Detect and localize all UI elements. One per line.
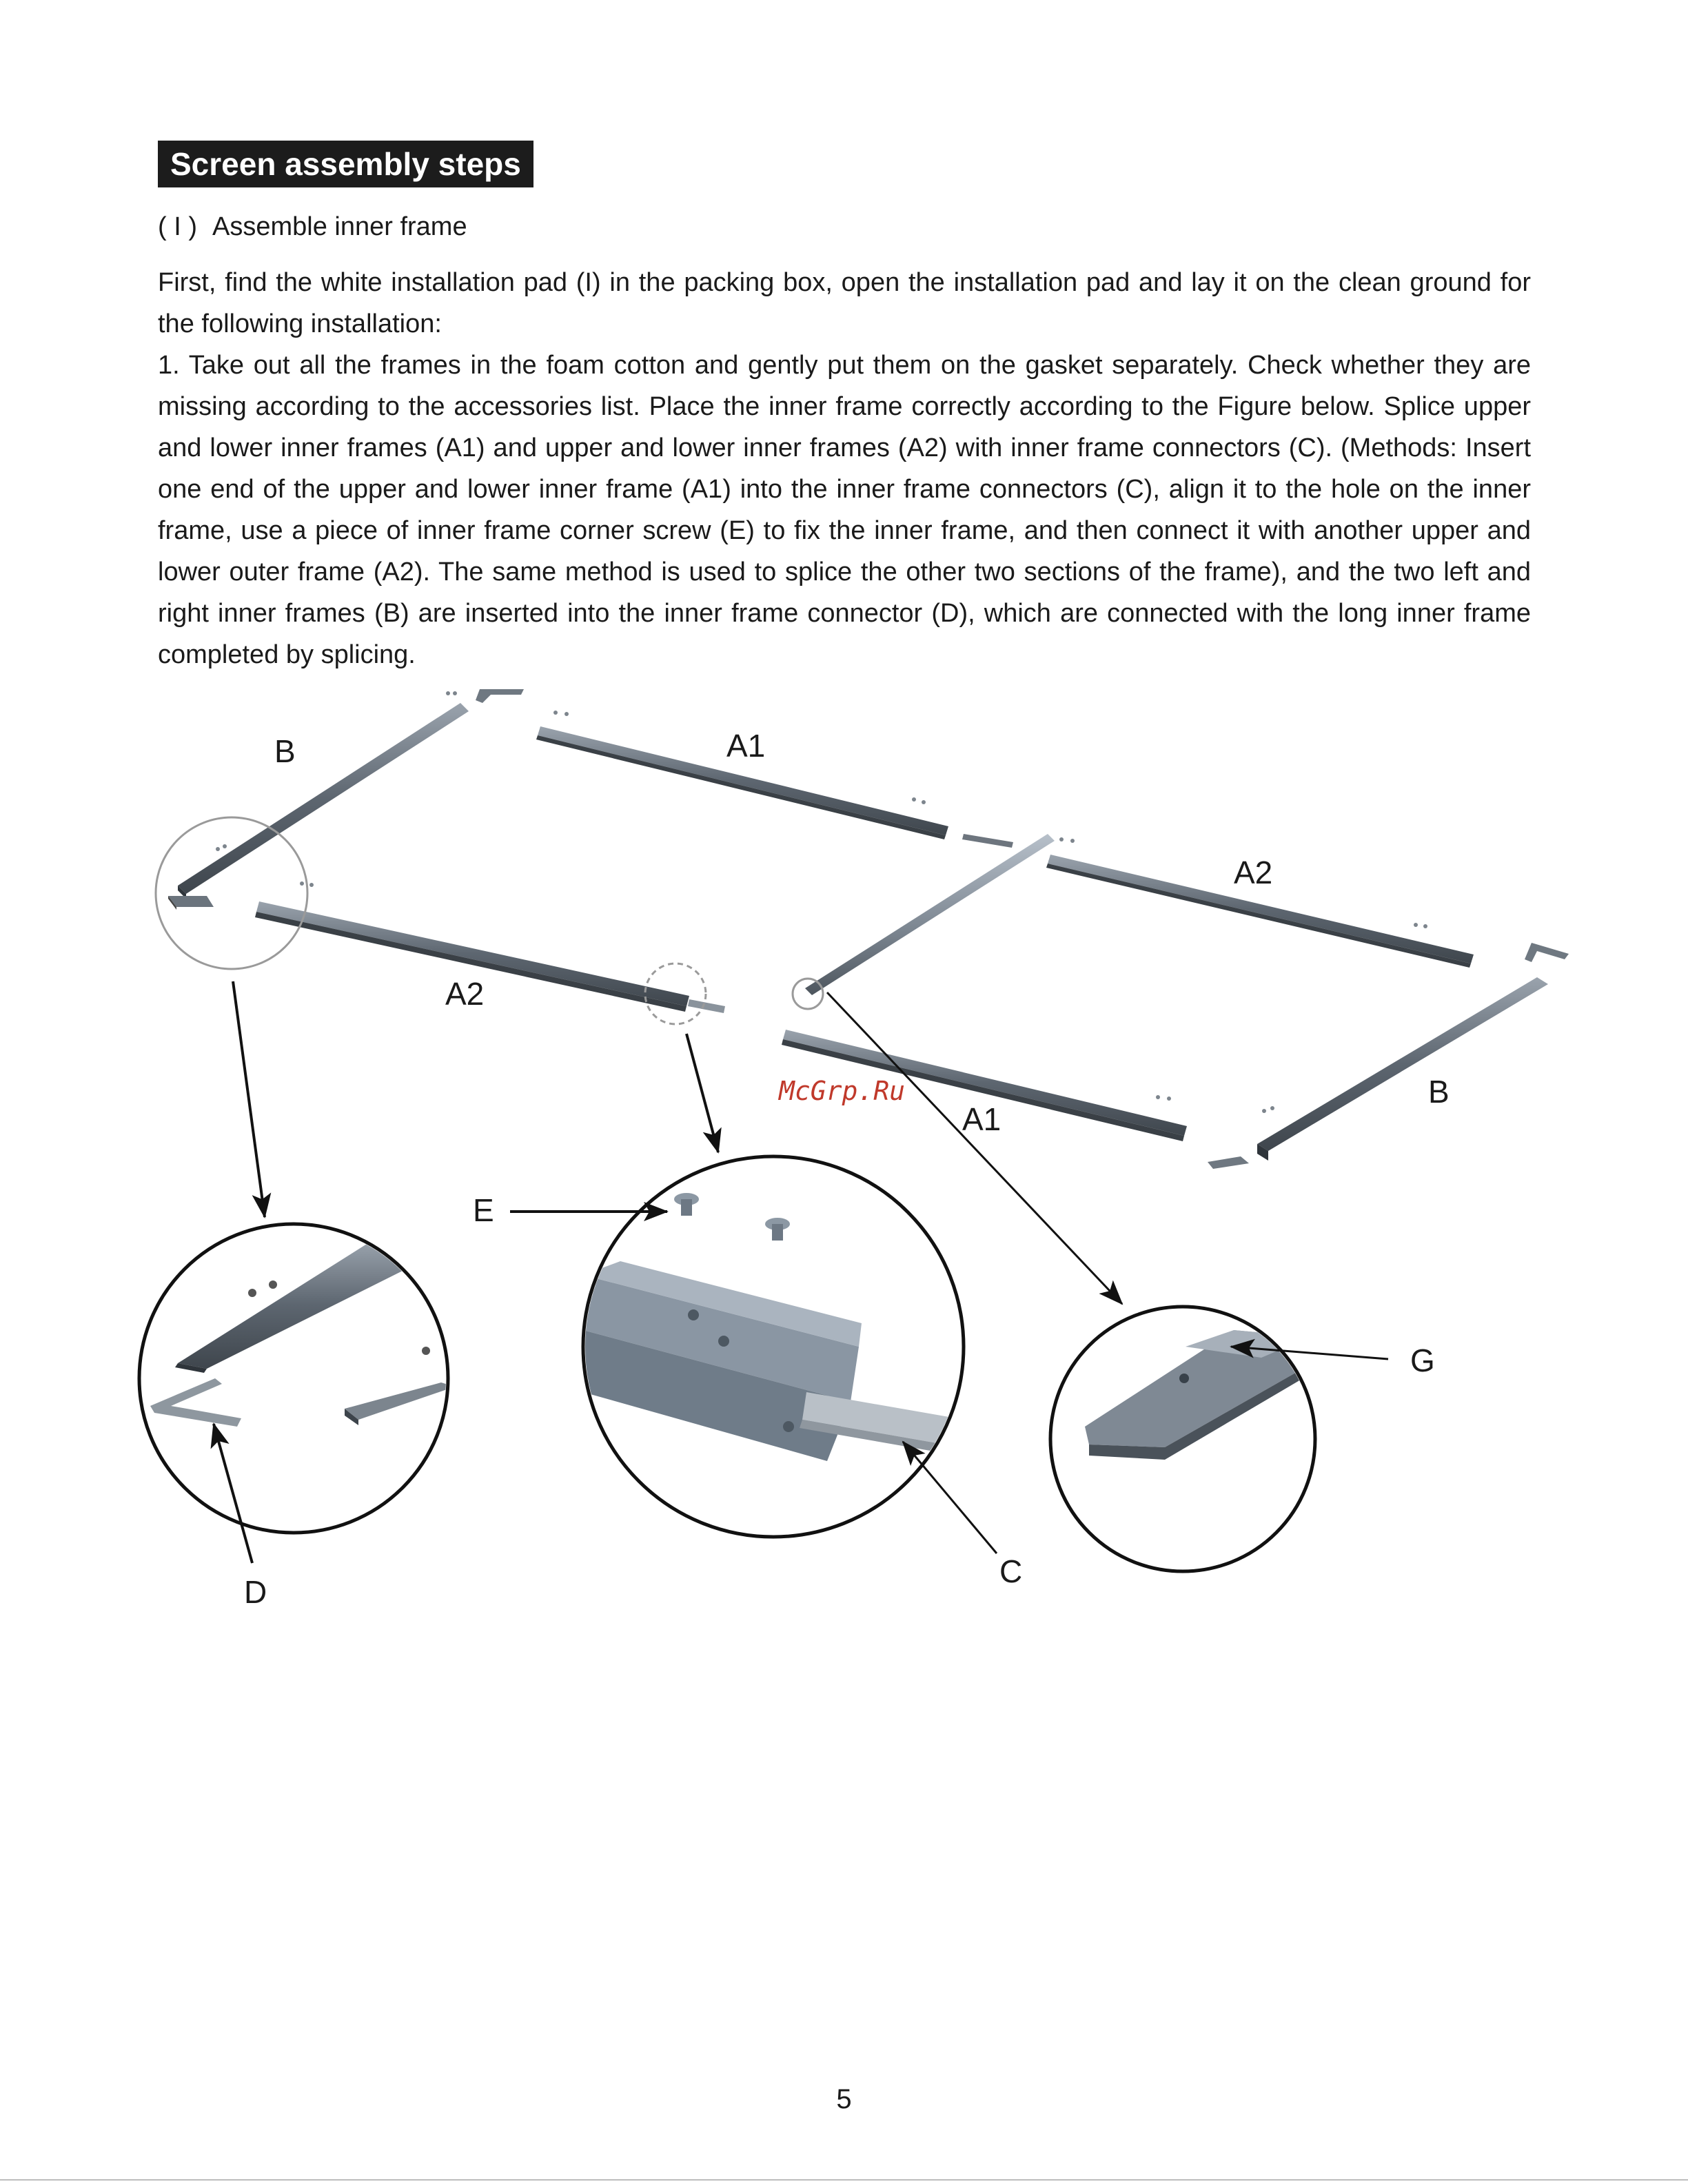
label-d: D [244,1574,267,1610]
connector-top-middle [962,834,1013,848]
detail-marker-left [156,817,307,969]
corner-connector-top-left [476,689,524,703]
frame-a1-middle [805,834,1055,995]
watermark: McGrp.Ru [779,1076,906,1106]
page-bottom-rule [0,2179,1688,2181]
frame-a2-left [255,901,725,1013]
label-a1-bottom: A1 [962,1101,1001,1137]
label-a2-left: A2 [445,976,485,1012]
label-b-right: B [1428,1074,1450,1110]
subsection-text: Assemble inner frame [212,212,467,241]
label-a1-top: A1 [726,728,766,764]
frame-b-right [1257,977,1548,1161]
label-c: C [999,1553,1023,1589]
paragraph-intro: First, find the white installation pad (I) in the packing box, open the installation pad and lay it on the clean ground for the following installation: [158,268,1531,338]
label-b-left: B [274,733,296,769]
subsection-number: ( I ) [158,212,197,241]
label-e: E [473,1192,494,1228]
frame-assembly-diagram [0,662,1688,1640]
label-a2-right: A2 [1234,855,1273,890]
pointer-arrow-c [903,1442,997,1553]
instructions-text [158,262,1531,675]
corner-connector-top-right [1525,943,1569,962]
pointer-arrow-d [233,981,265,1217]
subsection-title [158,212,467,242]
detail-circle-g [1050,1307,1315,1571]
paragraph-step-1: 1. Take out all the frames in the foam cotton and gently put them on the gasket separately. Check whether they are missing according to the accessories list. Place the inner frame correctly according to the Figure below. Splice upper and lower inner frames (A1) and upper and lower inner frames (A2) with inner frame connectors (C). (Methods: Insert one end of the upper and lower inner frame (A1) into the inner frame connectors (C), align it to the hole on the inner frame, use a piece of inner frame corner screw (E) to fix the inner frame, and then connect it with another upper and lower outer frame (A2). The same method is used to splice the other two sections of the frame), and the two left and right inner frames (B) are inserted into the inner frame connector (D), which are connected with the long inner frame completed by splicing. [158,351,1531,669]
detail-circle-e-c [583,1156,965,1537]
label-g: G [1410,1343,1435,1378]
section-heading: Screen assembly steps [158,141,533,187]
page-number: 5 [836,2084,852,2114]
frame-b-left [168,703,469,910]
detail-marker-right [793,979,823,1009]
pointer-arrow-e-detail [687,1034,718,1152]
detail-circle-d [139,1224,455,1533]
corner-connector-bottom-right [1208,1156,1249,1169]
